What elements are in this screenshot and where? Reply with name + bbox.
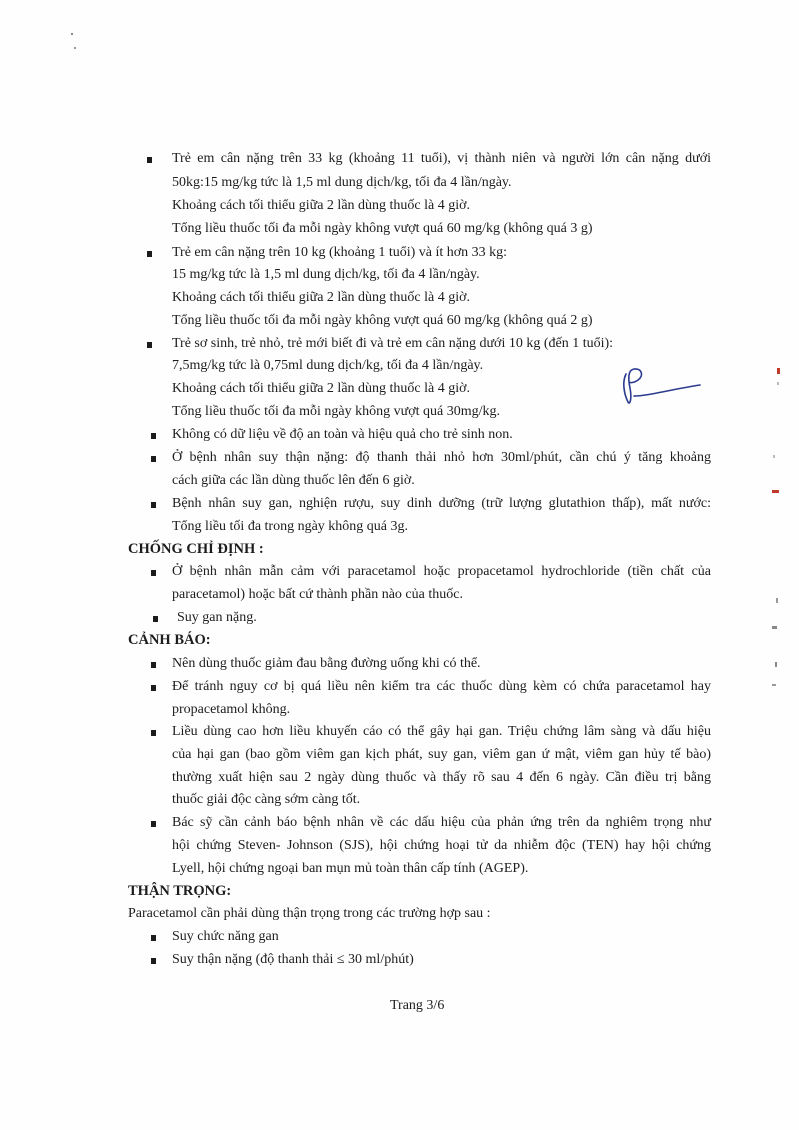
precautions-intro: Paracetamol cần phải dùng thận trọng trong các trường hợp sau :	[128, 906, 491, 921]
warning-text-line: Lyell, hội chứng ngoại ban mụn mủ toàn thân cấp tính (AGEP).	[172, 861, 529, 876]
dosage-text-line: Tổng liều thuốc tối đa mỗi ngày không vượt quá 60 mg/kg (không quá 2 g)	[172, 313, 593, 328]
scan-mark	[772, 490, 779, 493]
warning-text-line: của hại gan (bao gồm viêm gan kịch phát, suy gan, viêm gan ứ mật, viêm gan hủy tế bào)	[172, 747, 711, 762]
dosage-text-line: 7,5mg/kg tức là 0,75ml dung dịch/kg, tối đa 4 lần/ngày.	[172, 358, 484, 373]
scan-mark	[777, 382, 779, 385]
dosage-text-line: Tổng liều tối đa trong ngày không quá 3g.	[172, 519, 409, 534]
warning-text-line: hội chứng Steven- Johnson (SJS), hội chứng hoại tử da nhiễm độc (TEN) hay hội chứng	[172, 838, 711, 853]
contraindication-text-line: paracetamol) hoặc bất cứ thành phần nào của thuốc.	[172, 587, 463, 602]
dosage-text-line: Bệnh nhân suy gan, nghiện rượu, suy dinh dưỡng (trữ lượng glutathion thấp), mất nước:	[172, 496, 711, 511]
handwritten-signature	[612, 362, 707, 412]
bullet-marker	[151, 685, 156, 691]
precaution-text-line: Suy chức năng gan	[172, 929, 279, 944]
warning-text-line: Bác sỹ cần cảnh báo bệnh nhân về các dấu hiệu của phản ứng trên da nghiêm trọng như	[172, 815, 711, 830]
warning-text-line: Nên dùng thuốc giảm đau bằng đường uống khi có thể.	[172, 656, 481, 671]
bullet-marker	[147, 157, 152, 163]
scan-mark	[776, 598, 778, 603]
dosage-text-line: cách giữa các lần dùng thuốc lên đến 6 giờ.	[172, 473, 415, 488]
warning-text-line: Liều dùng cao hơn liều khuyến cáo có thể gây hại gan. Triệu chứng lâm sàng và dấu hiệu	[172, 724, 711, 739]
contraindication-text-line: Suy gan nặng.	[177, 610, 257, 625]
dosage-text-line: Ở bệnh nhân suy thận nặng: độ thanh thải nhỏ hơn 30ml/phút, cần chú ý tăng khoảng	[172, 450, 711, 465]
section-heading-contraindications: CHỐNG CHỈ ĐỊNH :	[128, 541, 264, 557]
scan-mark	[74, 47, 76, 49]
warning-text-line: thuốc giải độc càng sớm càng tốt.	[172, 792, 361, 807]
bullet-marker	[151, 570, 156, 576]
dosage-text-line: Khoảng cách tối thiểu giữa 2 lần dùng thuốc là 4 giờ.	[172, 198, 471, 213]
bullet-marker	[147, 342, 152, 348]
scan-mark	[777, 368, 780, 374]
warning-text-line: thường xuất hiện sau 2 ngày dùng thuốc và thấy rõ sau 4 đến 6 ngày. Cần điều trị bằng	[172, 770, 711, 785]
bullet-marker	[151, 958, 156, 964]
dosage-text-line: 15 mg/kg tức là 1,5 ml dung dịch/kg, tối đa 4 lần/ngày.	[172, 267, 480, 282]
bullet-marker	[153, 616, 158, 622]
dosage-text-line: Tổng liều thuốc tối đa mỗi ngày không vượt quá 60 mg/kg (không quá 3 g)	[172, 221, 593, 236]
warning-text-line: propacetamol không.	[172, 702, 291, 717]
scan-mark	[775, 662, 777, 667]
page-number: Trang 3/6	[390, 998, 445, 1013]
bullet-marker	[151, 433, 156, 439]
precaution-text-line: Suy thận nặng (độ thanh thải ≤ 30 ml/phút)	[172, 952, 414, 967]
dosage-text-line: Không có dữ liệu về độ an toàn và hiệu quả cho trẻ sinh non.	[172, 427, 513, 442]
bullet-marker	[147, 251, 152, 257]
dosage-text-line: Khoảng cách tối thiểu giữa 2 lần dùng thuốc là 4 giờ.	[172, 381, 471, 396]
bullet-marker	[151, 502, 156, 508]
section-heading-warnings: CẢNH BÁO:	[128, 632, 211, 648]
section-heading-precautions: THẬN TRỌNG:	[128, 883, 232, 899]
dosage-text-line: Trẻ sơ sinh, trẻ nhỏ, trẻ mới biết đi và trẻ em cân nặng dưới 10 kg (đến 1 tuổi):	[172, 336, 614, 351]
dosage-text-line: Tổng liều thuốc tối đa mỗi ngày không vượt quá 30mg/kg.	[172, 404, 501, 419]
warning-text-line: Để tránh nguy cơ bị quá liều nên kiểm tra các thuốc dùng kèm có chứa paracetamol hay	[172, 679, 711, 694]
scan-mark	[773, 455, 775, 458]
contraindication-text-line: Ở bệnh nhân mẫn cảm với paracetamol hoặc propacetamol hydrochloride (tiền chất của	[172, 564, 711, 579]
bullet-marker	[151, 730, 156, 736]
dosage-text-line: Trẻ em cân nặng trên 33 kg (khoảng 11 tuổi), vị thành niên và người lớn cân nặng dưới	[172, 151, 711, 166]
bullet-marker	[151, 821, 156, 827]
scan-mark	[772, 626, 777, 629]
dosage-text-line: Khoảng cách tối thiểu giữa 2 lần dùng thuốc là 4 giờ.	[172, 290, 471, 305]
dosage-text-line: Trẻ em cân nặng trên 10 kg (khoảng 1 tuổi) và ít hơn 33 kg:	[172, 245, 508, 260]
bullet-marker	[151, 456, 156, 462]
scan-mark	[71, 33, 73, 35]
bullet-marker	[151, 662, 156, 668]
bullet-marker	[151, 935, 156, 941]
dosage-text-line: 50kg:15 mg/kg tức là 1,5 ml dung dịch/kg, tối đa 4 lần/ngày.	[172, 175, 512, 190]
scan-mark	[772, 684, 776, 686]
